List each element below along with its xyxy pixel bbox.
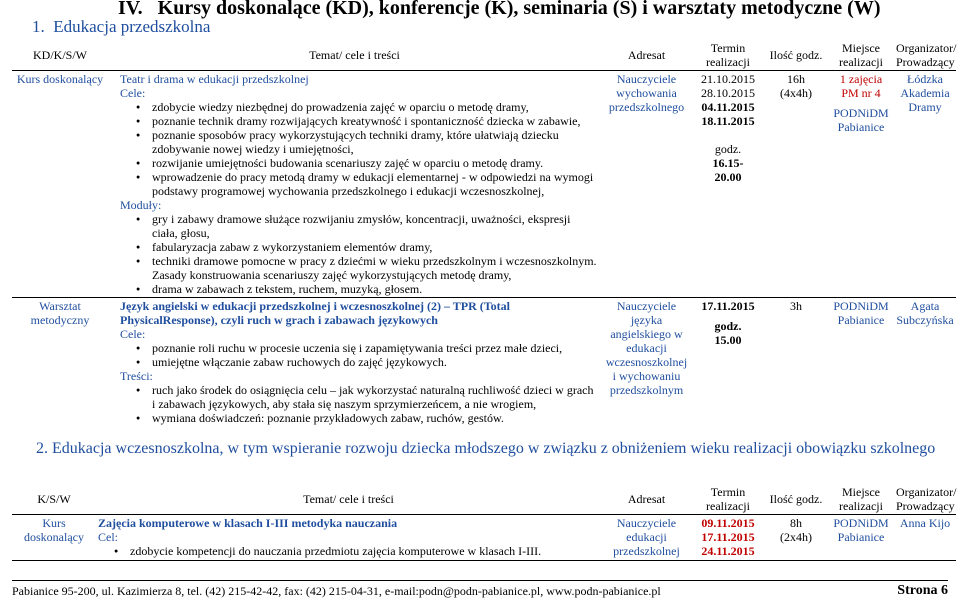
col-header-organizer: Organizator/ Prowadzący	[896, 485, 957, 513]
place-city: Pabianice	[837, 120, 885, 134]
term-date: 24.11.2015	[701, 544, 755, 558]
term-date: 09.11.2015	[701, 516, 755, 530]
page-footer	[12, 580, 948, 599]
place-org: PODNiDM	[833, 516, 889, 530]
list-item: ● gry i zabawy dramowe służące rozwijaniu zmysłów, koncentracji, uważności, ekspresji ciała, głosu,	[152, 212, 599, 240]
modules-list	[120, 212, 599, 296]
section-iv-heading: IV. Kursy doskonalące (KD), konferencje (K), seminaria (S) i warsztaty metodyczne (W)	[118, 0, 881, 19]
hours	[764, 515, 828, 561]
term	[692, 298, 764, 428]
place	[828, 298, 894, 428]
course-type: Warsztat metodyczny	[12, 298, 108, 428]
place-main: 1 zajęcia PM nr 4	[839, 72, 883, 100]
content-list	[120, 383, 599, 425]
term-date: 21.10.2015	[701, 72, 755, 86]
course-title: Teatr i drama w edukacji przedszkolnej	[120, 72, 309, 86]
page-number: Strona 6	[897, 583, 948, 598]
col-header-kd: K/S/W	[12, 484, 96, 515]
audience: Nauczyciele wychowania przedszkolnego	[608, 72, 685, 114]
place-city: Pabianice	[837, 313, 885, 327]
organizer: Agata Subczyńska	[894, 298, 956, 428]
hours-total: 16h	[787, 72, 805, 86]
col-header-term: Termin realizacji	[692, 484, 764, 515]
hours-total: 8h	[790, 516, 802, 530]
content-label: Treści:	[120, 369, 153, 383]
col-header-term: Termin realizacji	[692, 40, 764, 71]
course-description	[108, 298, 601, 428]
goals-list	[120, 341, 599, 369]
term-hours-label: godz.	[714, 142, 742, 156]
list-item: ● drama w zabawach z tekstem, ruchem, muzyką, głosem.	[152, 282, 599, 296]
list-item: ● rozwijanie umiejętności budowania scenariuszy zajęć w oparciu o metodę dramy.	[152, 156, 599, 170]
term-hours: 16.15-20.00	[712, 156, 744, 184]
section-2-heading: 2. Edukacja wczesnoszkolna, w tym wspieranie rozwoju dziecka młodszego w związku z obniżeniem wieku realizacji obowiązku szkolnego	[36, 440, 936, 457]
list-item: ● techniki dramowe pomocne w pracy z dziećmi w wieku przedszkolnym i wczesnoszkolnym. Zasady konstruowania scenariuszy zajęć wykorzystujących metodę dramy,	[152, 254, 599, 282]
term-hours: 15.00	[714, 333, 742, 347]
list-item: ● poznanie roli ruchu w procesie uczenia się i zapamiętywania treści przez małe dzieci,	[152, 341, 599, 355]
place	[828, 71, 894, 298]
list-item: ● zdobycie kompetencji do nauczania przedmiotu zajęcia komputerowe w klasach I-III.	[130, 544, 599, 558]
goals-list	[120, 100, 599, 198]
audience: Nauczyciele języka angielskiego w edukacji wczesnoszkolnej i wychowaniu przedszkolnym	[601, 298, 692, 428]
col-header-hours: Ilość godz.	[764, 484, 828, 515]
col-header-organizer: Organizator/ Prowadzący	[896, 41, 957, 69]
col-header-audience: Adresat	[601, 40, 692, 71]
footer-address: Pabianice 95-200, ul. Kazimierza 8, tel. (42) 215-42-42, fax: (42) 215-04-31, e-mail:podn@podn-pabianice.pl, www.podn-pabianice.pl	[12, 584, 661, 598]
courses-table-early-school	[12, 484, 956, 561]
term	[692, 515, 764, 561]
course-type: Kurs doskonalący	[24, 516, 84, 544]
place-org: PODNiDM	[833, 299, 889, 313]
place-city: Pabianice	[837, 530, 885, 544]
list-item: ● wymiana doświadczeń: poznanie przykładowych zabaw, ruchów, gestów.	[152, 411, 599, 425]
col-header-audience: Adresat	[601, 484, 692, 515]
course-description	[108, 71, 601, 298]
organizer: Anna Kijo	[899, 516, 951, 530]
place	[828, 515, 894, 561]
organizer: Łódzka Akademia Dramy	[900, 72, 950, 114]
course-title: Zajęcia komputerowe w klasach I-III metodyka nauczania	[98, 516, 398, 530]
course-type: Kurs doskonalący	[16, 72, 104, 86]
goals-label: Cel:	[98, 530, 118, 544]
term-hours-label: godz.	[714, 319, 742, 333]
list-item: ● fabularyzacja zabaw z wykorzystaniem elementów dramy,	[152, 240, 599, 254]
col-header-kd: KD/K/S/W	[12, 40, 108, 71]
table-row	[12, 298, 956, 428]
audience: Nauczyciele edukacji przedszkolnej	[613, 516, 680, 558]
term-date: 04.11.2015	[701, 100, 755, 114]
hours: 3h	[764, 298, 828, 428]
hours	[764, 71, 828, 298]
table-row	[12, 515, 956, 561]
list-item: ● zdobycie wiedzy niezbędnej do prowadzenia zajęć w oparciu o metodę dramy,	[152, 100, 599, 114]
hours-note: (4x4h)	[780, 86, 812, 100]
list-item: ● ruch jako środek do osiągnięcia celu – jak wykorzystać naturalną ruchliwość dzieci w grach i zabawach językowych, aby stała się naszym sprzymierzeńcem, a nie wrogiem,	[152, 383, 599, 411]
col-header-topic: Temat/ cele i treści	[96, 484, 601, 515]
col-header-place: Miejsce realizacji	[828, 40, 894, 71]
hours-note: (2x4h)	[780, 530, 812, 544]
place-org: PODNiDM	[833, 106, 889, 120]
term-date: 17.11.2015	[701, 530, 755, 544]
term-date: 17.11.2015	[701, 299, 755, 313]
term-date: 28.10.2015	[701, 86, 755, 100]
list-item: ● poznanie sposobów pracy wykorzystujących techniki dramy, które ułatwiają dziecku zdobywanie nowej wiedzy i umiejętności,	[152, 128, 599, 156]
course-description	[96, 515, 601, 561]
goals-label: Cele:	[120, 86, 146, 100]
term-date: 18.11.2015	[701, 114, 755, 128]
modules-label: Moduły:	[120, 198, 162, 212]
col-header-hours: Ilość godz.	[764, 40, 828, 71]
list-item: ● poznanie technik dramy rozwijających kreatywność i spontaniczność dziecka w zabawie,	[152, 114, 599, 128]
goals-label: Cele:	[120, 327, 146, 341]
section-1-heading: 1. Edukacja przedszkolna	[32, 17, 211, 36]
goals-list	[98, 544, 599, 558]
courses-table-preschool	[12, 40, 956, 428]
list-item: ● umiejętne włączanie zabaw ruchowych do zajęć językowych.	[152, 355, 599, 369]
table-row	[12, 71, 956, 298]
term	[692, 71, 764, 298]
col-header-topic: Temat/ cele i treści	[108, 40, 601, 71]
list-item: ● wprowadzenie do pracy metodą dramy w edukacji elementarnej - w odpowiedzi na wymogi podstawy programowej wychowania przedszkolnego i edukacji wczesnoszkolnej,	[152, 170, 599, 198]
col-header-place: Miejsce realizacji	[828, 484, 894, 515]
course-title: Język angielski w edukacji przedszkolnej i wczesnoszkolnej (2) – TPR (Total PhysicalResponse), czyli ruch w grach i zabawach językowych	[120, 299, 510, 327]
